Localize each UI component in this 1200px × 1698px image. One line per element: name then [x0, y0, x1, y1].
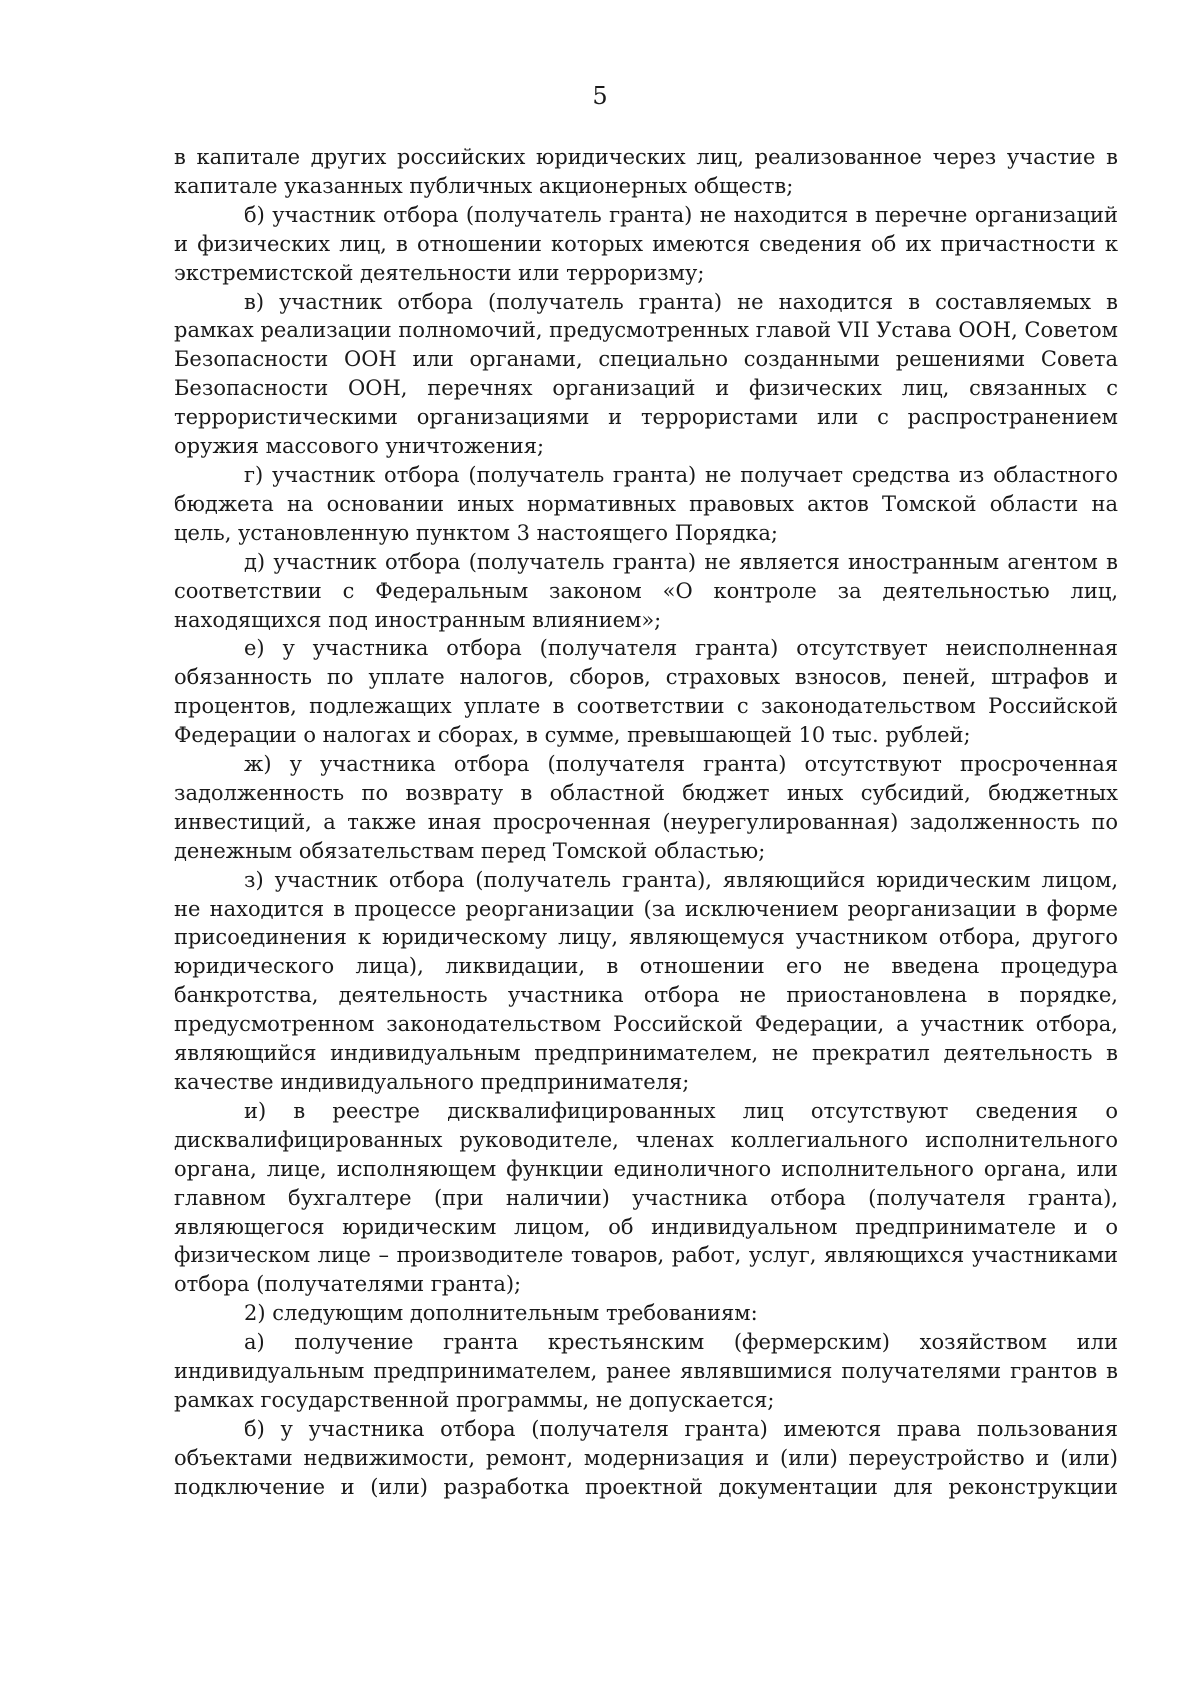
- paragraph-item-z: з) участник отбора (получатель гранта), являющийся юридическим лицом, не находится в процессе реорганизации (за исключением реорганизации в форме присоединения к юридическому лицу, являющемуся участником отбора, другого юридического лица), ликвидации, в отношении его не введена процедура банкротства, деятельность участника отбора не приостановлена в порядке, предусмотренном законодательством Российской Федерации, а участник отбора, являющийся индивидуальным предпринимателем, не прекратил деятельность в качестве индивидуального предпринимателя;: [174, 867, 1118, 1094]
- paragraph-item-e: е) у участника отбора (получателя гранта) отсутствует неисполненная обязанность по уплате налогов, сборов, страховых взносов, пеней, штрафов и процентов, подлежащих уплате в соответствии с законодательством Российской Федерации о налогах и сборах, в сумме, превышающей 10 тыс. рублей;: [174, 636, 1118, 748]
- paragraph-continuation: в капитале других российских юридических лиц, реализованное через участие в капитале указанных публичных акционерных обществ;: [174, 145, 1118, 198]
- paragraph-item-b-2: б) у участника отбора (получателя гранта) имеются права пользования объектами недвижимости, ремонт, модернизация и (или) переустройство и (или) подключение и (или) разработка проектной документации для реконструкции: [174, 1416, 1118, 1499]
- paragraph-item-b: б) участник отбора (получатель гранта) не находится в перечне организаций и физических лиц, в отношении которых имеются сведения об их причастности к экстремистской деятельности или терроризму;: [174, 202, 1118, 285]
- paragraph-item-i: и) в реестре дисквалифицированных лиц отсутствуют сведения о дисквалифицированных руководителе, членах коллегиального исполнительного органа, лице, исполняющем функции единоличного исполнительного органа, или главном бухгалтере (при наличии) участника отбора (получателя гранта), являющегося юридическим лицом, об индивидуальном предпринимателе и о физическом лице – производителе товаров, работ, услуг, являющихся участниками отбора (получателями гранта);: [174, 1098, 1118, 1297]
- paragraph-item-zh: ж) у участника отбора (получателя гранта) отсутствуют просроченная задолженность по возврату в областной бюджет иных субсидий, бюджетных инвестиций, а также иная просроченная (неурегулированная) задолженность по денежным обязательствам перед Томской областью;: [174, 752, 1118, 863]
- page-number: 5: [592, 82, 608, 110]
- document-body: [174, 143, 1118, 1502]
- paragraph-section-2: 2) следующим дополнительным требованиям:: [244, 1301, 758, 1326]
- paragraph-item-v: в) участник отбора (получатель гранта) не находится в составляемых в рамках реализации полномочий, предусмотренных главой VII Устава ООН, Советом Безопасности ООН или органами, специально созданными решениями Совета Безопасности ООН, перечнях организаций и физических лиц, связанных с террористическими организациями и террористами или с распространением оружия массового уничтожения;: [174, 289, 1118, 459]
- paragraph-item-g: г) участник отбора (получатель гранта) не получает средства из областного бюджета на основании иных нормативных правовых актов Томской области на цель, установленную пунктом 3 настоящего Порядка;: [174, 462, 1118, 545]
- paragraph-item-a: а) получение гранта крестьянским (фермерским) хозяйством или индивидуальным предпринимателем, ранее являвшимися получателями грантов в рамках государственной программы, не допускается;: [174, 1330, 1118, 1412]
- paragraph-item-d: д) участник отбора (получатель гранта) не является иностранным агентом в соответствии с Федеральным законом «О контроле за деятельностью лиц, находящихся под иностранным влиянием»;: [174, 549, 1118, 632]
